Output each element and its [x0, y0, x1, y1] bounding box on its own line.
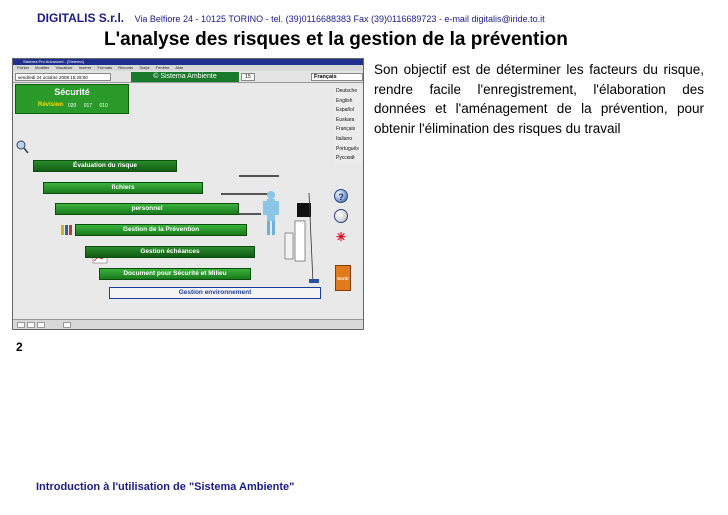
menu-item[interactable]: Aide [175, 65, 184, 70]
language-option[interactable]: English [336, 97, 353, 104]
binder-icon [61, 225, 72, 235]
description-paragraph: Son objectif est de déterminer les facteurs du risque, rendre facile l'enregistrement, l'élaboration des données et l'aménagement de la prévention, pour obtenir l'élimination des risques du travail [374, 62, 704, 136]
revision-codes [68, 103, 108, 109]
app-canvas [13, 83, 363, 319]
language-option[interactable]: Français [336, 126, 356, 133]
status-cell [63, 322, 71, 328]
header-line [37, 9, 545, 27]
record-number: 15 [241, 73, 255, 81]
menu-item[interactable]: Records [118, 65, 134, 70]
menu-item[interactable]: Visualiser [55, 65, 73, 70]
module-title: Sécurité [54, 87, 90, 97]
revision-code: 020 [68, 103, 77, 109]
menu-item[interactable]: Script [139, 65, 150, 70]
language-select[interactable]: Français [311, 73, 363, 81]
environment-management-button[interactable]: Gestion environnement [109, 287, 321, 299]
language-option[interactable]: Español [336, 107, 355, 114]
help-icon[interactable]: ? [334, 189, 348, 203]
menu-item[interactable]: Formats [97, 65, 113, 70]
menu-item[interactable]: Modifier [35, 65, 50, 70]
app-toolbar [13, 71, 363, 83]
revision-code: 010 [99, 103, 108, 109]
footer-text: Introduction à l'utilisation de "Sistema Ambiente" [36, 481, 295, 493]
security-module-card[interactable] [15, 84, 129, 114]
info-orb-icon[interactable] [334, 209, 348, 223]
security-document-button[interactable]: Document pour Sécurité et Milieu [99, 268, 251, 280]
menu-item[interactable]: Fenêtre [155, 65, 170, 70]
language-option[interactable]: Português [336, 145, 359, 152]
date-field: vendredi 24 octobre 2008 15:29:00 [15, 73, 111, 81]
language-option[interactable]: Русский [336, 155, 355, 162]
company-address: Via Belfiore 24 - 10125 TORINO - tel. (39)0116688383 Fax (39)0116689723 - e-mail digitalis@iride.to.it [134, 14, 545, 24]
status-cell [17, 322, 25, 328]
menu-item[interactable]: Insérer [78, 65, 92, 70]
page-title: L'analyse des risques et la gestion de la prévention [104, 29, 568, 50]
fichiers-button[interactable]: fichiers [43, 182, 203, 194]
revision-label: Révision [38, 102, 64, 108]
alert-star-icon: ✳ [336, 230, 347, 244]
page-number: 2 [16, 340, 23, 354]
revision-code: 017 [83, 103, 93, 109]
app-statusbar [13, 319, 363, 329]
app-titlebar: Sistema Pro Advanced - [Sistema] [13, 59, 363, 65]
exit-button[interactable]: Sortir [335, 265, 351, 291]
illustration [13, 83, 364, 319]
worker-figure-icon [263, 191, 279, 235]
language-list [335, 87, 364, 164]
prevention-management-button[interactable]: Gestion de la Prévention [75, 224, 247, 236]
evaluation-risk-button[interactable]: Évaluation du risque [33, 160, 177, 172]
brand-banner: © Sistema Ambiente [131, 72, 239, 82]
app-screenshot [12, 58, 364, 330]
language-option[interactable]: Italiano [336, 135, 353, 142]
language-option[interactable]: Euskara [336, 116, 355, 123]
deadline-management-button[interactable]: Gestion échéances [85, 246, 255, 258]
status-cell [37, 322, 45, 328]
menu-item[interactable]: Fichier [17, 65, 30, 70]
magnifier-icon [17, 141, 28, 153]
personnel-button[interactable]: personnel [55, 203, 239, 215]
company-name: DIGITALIS S.r.l. [37, 11, 125, 25]
status-cell [27, 322, 35, 328]
language-option[interactable]: Deutsche [336, 88, 358, 94]
